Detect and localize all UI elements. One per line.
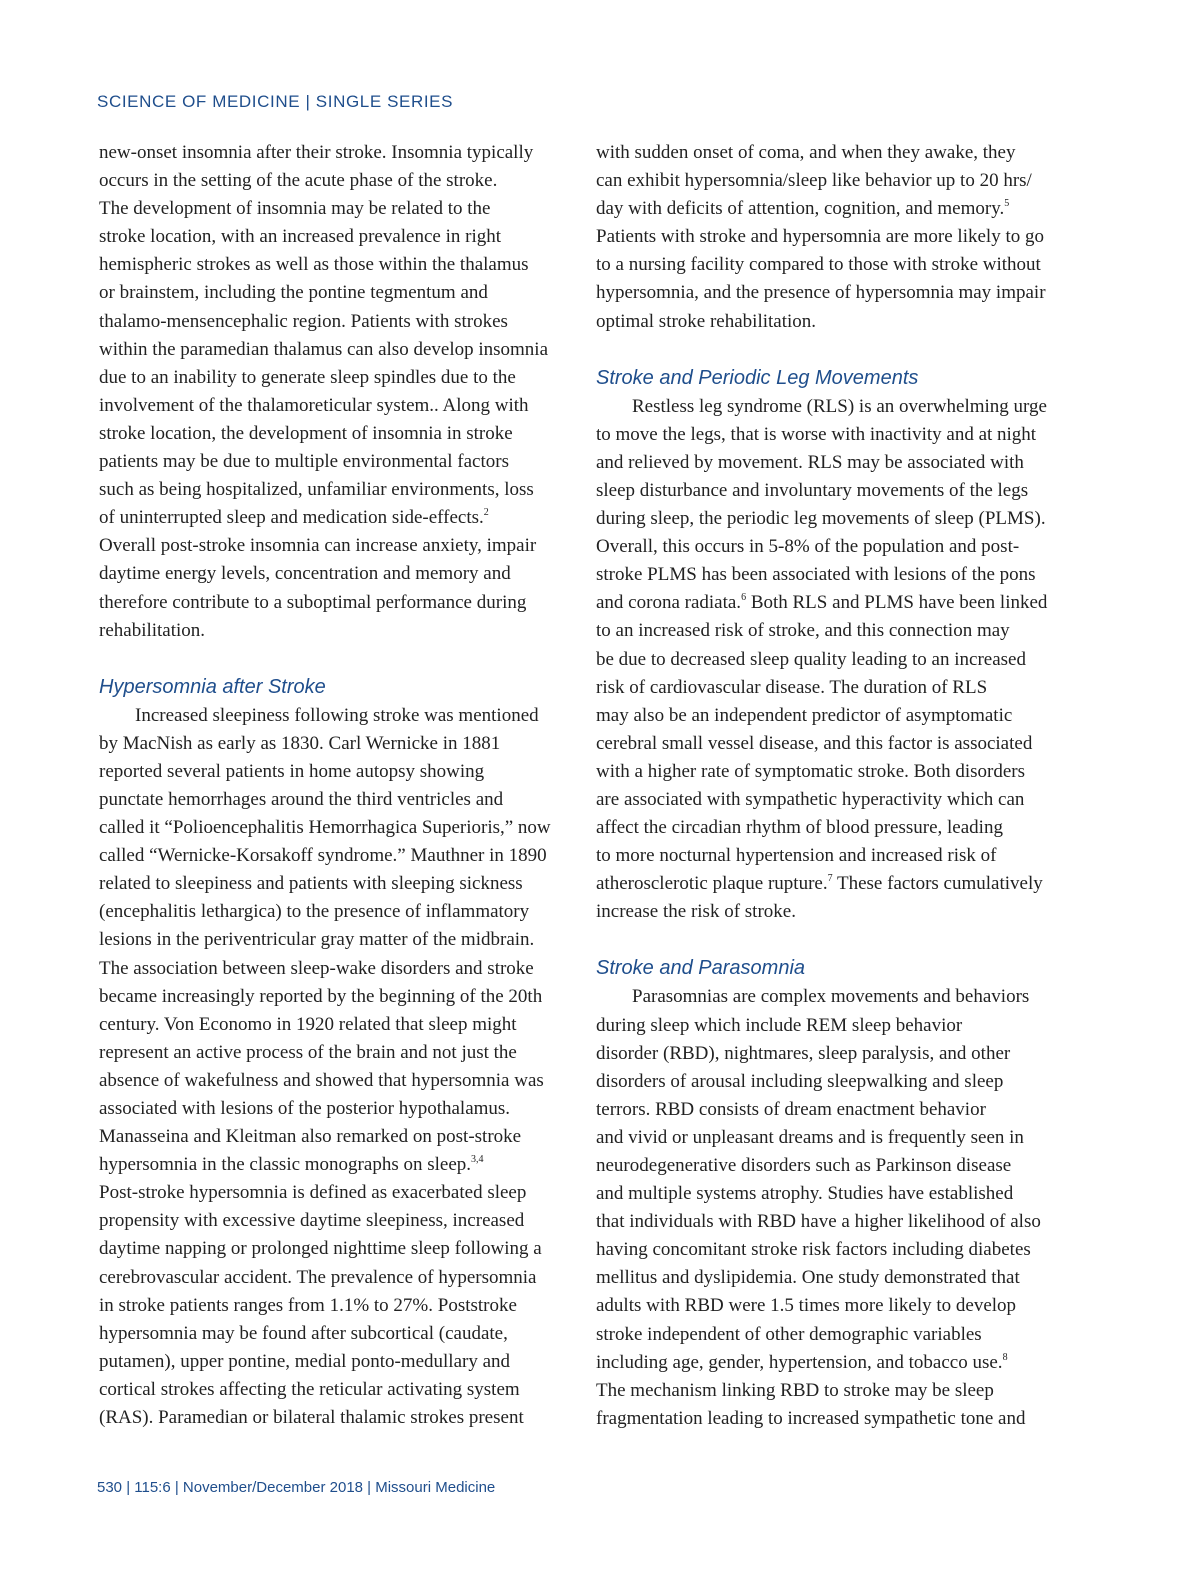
- text-line: propensity with excessive daytime sleepiness, increased: [99, 1210, 525, 1232]
- text-line: called it “Polioencephalitis Hemorrhagica Superioris,” now: [99, 817, 551, 839]
- text-line: affect the circadian rhythm of blood pressure, leading: [596, 817, 1003, 839]
- text-line-content: of uninterrupted sleep and medication side-effects.: [99, 507, 484, 529]
- text-line: or brainstem, including the pontine tegmentum and: [99, 282, 488, 304]
- section-heading-hypersomnia: Hypersomnia after Stroke: [99, 675, 326, 698]
- text-line: in stroke patients ranges from 1.1% to 27%. Poststroke: [99, 1294, 517, 1316]
- text-line: thalamo-mensencephalic region. Patients with strokes: [99, 310, 508, 332]
- text-line: such as being hospitalized, unfamiliar environments, loss: [99, 479, 534, 501]
- text-line: punctate hemorrhages around the third ventricles and: [99, 788, 504, 810]
- text-line: neurodegenerative disorders such as Parkinson disease: [596, 1155, 1012, 1176]
- text-line: (encephalitis lethargica) to the presence of inflammatory: [99, 901, 530, 923]
- text-line: can exhibit hypersomnia/sleep like behavior up to 20 hrs/: [596, 170, 1032, 192]
- text-line: cerebral small vessel disease, and this factor is associated: [596, 732, 1033, 754]
- text-line: [99, 504, 577, 532]
- text-line: putamen), upper pontine, medial ponto-medullary and: [99, 1350, 511, 1372]
- text-line: patients may be due to multiple environmental factors: [99, 451, 509, 473]
- text-line: century. Von Economo in 1920 related that sleep might: [99, 1013, 517, 1035]
- text-line: to move the legs, that is worse with inactivity and at night: [596, 423, 1037, 445]
- reference-superscript: 7: [827, 873, 833, 885]
- paragraph-hypersomnia-continued: [596, 139, 1074, 336]
- section-gap: [596, 336, 1074, 363]
- text-line: Restless leg syndrome (RLS) is an overwhelming urge: [632, 395, 1047, 417]
- text-line: adults with RBD were 1.5 times more likely to develop: [596, 1295, 1017, 1317]
- text-line: stroke location, with an increased prevalence in right: [99, 226, 502, 248]
- text-line: Manasseina and Kleitman also remarked on post-stroke: [99, 1126, 522, 1148]
- section-heading-parasomnia: Stroke and Parasomnia: [596, 957, 806, 980]
- reference-superscript: 5: [1004, 198, 1010, 210]
- reference-superscript: 2: [483, 507, 489, 519]
- text-line: fragmentation leading to increased sympathetic tone and: [596, 1407, 1026, 1429]
- text-line: lesions in the periventricular gray matter of the midbrain.: [99, 929, 535, 951]
- text-line: having concomitant stroke risk factors including diabetes: [596, 1239, 1031, 1261]
- text-line: mellitus and dyslipidemia. One study demonstrated that: [596, 1267, 1020, 1289]
- text-line: The mechanism linking RBD to stroke may be sleep: [596, 1379, 994, 1401]
- text-line: Overall, this occurs in 5-8% of the population and post-: [596, 536, 1020, 558]
- running-header: SCIENCE OF MEDICINE | SINGLE SERIES: [97, 92, 454, 111]
- text-line: and vivid or unpleasant dreams and is frequently seen in: [596, 1126, 1024, 1148]
- text-line: [596, 589, 1074, 617]
- text-line: represent an active process of the brain and not just the: [99, 1041, 517, 1063]
- text-line-content: Both RLS and PLMS have been linked: [746, 592, 1048, 614]
- text-line: that individuals with RBD have a higher likelihood of also: [596, 1211, 1041, 1233]
- text-line: hypersomnia, and the presence of hypersomnia may impair: [596, 282, 1046, 304]
- text-line: cerebrovascular accident. The prevalence of hypersomnia: [99, 1266, 537, 1288]
- text-line: [596, 195, 1074, 223]
- text-line: daytime napping or prolonged nighttime sleep following a: [99, 1238, 542, 1260]
- text-line: increase the risk of stroke.: [596, 901, 796, 923]
- text-line: new-onset insomnia after their stroke. Insomnia typically: [99, 142, 534, 163]
- text-line-content: and corona radiata.: [596, 592, 742, 614]
- text-line: sleep disturbance and involuntary movements of the legs: [596, 479, 1029, 501]
- section-gap: [99, 645, 577, 672]
- text-line: associated with lesions of the posterior hypothalamus.: [99, 1098, 511, 1119]
- text-line: within the paramedian thalamus can also develop insomnia: [99, 338, 549, 360]
- reference-superscript: 3,4: [471, 1154, 484, 1166]
- text-line: The development of insomnia may be related to the: [99, 198, 491, 220]
- text-line: stroke independent of other demographic variables: [596, 1323, 982, 1345]
- text-line: daytime energy levels, concentration and memory and: [99, 563, 511, 585]
- text-line: involvement of the thalamoreticular system.. Along with: [99, 394, 529, 416]
- section-gap: [596, 926, 1074, 953]
- text-line: The association between sleep-wake disorders and stroke: [99, 957, 534, 979]
- text-line: during sleep, the periodic leg movements of sleep (PLMS).: [596, 508, 1046, 530]
- text-line: Patients with stroke and hypersomnia are more likely to go: [596, 226, 1044, 248]
- text-line: related to sleepiness and patients with sleeping sickness: [99, 873, 523, 895]
- text-line-content: These factors cumulatively: [832, 873, 1043, 895]
- text-line: during sleep which include REM sleep behavior: [596, 1014, 963, 1036]
- text-line: by MacNish as early as 1830. Carl Wernicke in 1881: [99, 732, 501, 754]
- text-line: due to an inability to generate sleep spindles due to the: [99, 366, 516, 388]
- text-line: (RAS). Paramedian or bilateral thalamic strokes present: [99, 1407, 524, 1429]
- text-line: terrors. RBD consists of dream enactment behavior: [596, 1098, 986, 1120]
- text-line: cortical strokes affecting the reticular activating system: [99, 1378, 520, 1400]
- text-line: hemispheric strokes as well as those within the thalamus: [99, 254, 529, 276]
- text-line: with a higher rate of symptomatic stroke. Both disorders: [596, 760, 1025, 782]
- text-line: rehabilitation.: [99, 619, 206, 641]
- reference-superscript: 6: [741, 592, 747, 604]
- reference-superscript: 8: [1002, 1351, 1008, 1363]
- text-line: be due to decreased sleep quality leading to an increased: [596, 648, 1026, 670]
- text-line: may also be an independent predictor of asymptomatic: [596, 704, 1013, 726]
- text-line: therefore contribute to a suboptimal performance during: [99, 591, 527, 613]
- text-line: stroke PLMS has been associated with lesions of the pons: [596, 564, 1036, 586]
- text-line: are associated with sympathetic hyperactivity which can: [596, 788, 1025, 810]
- section-heading-periodic-leg-movements: Stroke and Periodic Leg Movements: [596, 366, 919, 389]
- text-line: Parasomnias are complex movements and behaviors: [632, 986, 1030, 1008]
- text-line: and relieved by movement. RLS may be associated with: [596, 451, 1024, 473]
- page-footer: 530 | 115:6 | November/December 2018 | Missouri Medicine: [97, 1479, 496, 1496]
- left-column: [99, 139, 577, 1432]
- paragraph-insomnia: [99, 139, 577, 645]
- text-line: became increasingly reported by the beginning of the 20th: [99, 985, 543, 1007]
- text-line: with sudden onset of coma, and when they awake, they: [596, 142, 1016, 163]
- text-line-content: including age, gender, hypertension, and tobacco use.: [596, 1351, 1003, 1373]
- text-line: reported several patients in home autopsy showing: [99, 760, 485, 782]
- text-line: risk of cardiovascular disease. The duration of RLS: [596, 676, 988, 698]
- text-line: to more nocturnal hypertension and increased risk of: [596, 845, 997, 867]
- text-line-content: atherosclerotic plaque rupture.: [596, 873, 828, 895]
- paragraph-periodic-leg-movements: [596, 393, 1074, 927]
- text-line: disorder (RBD), nightmares, sleep paralysis, and other: [596, 1042, 1011, 1064]
- text-line: to a nursing facility compared to those with stroke without: [596, 254, 1041, 276]
- right-column: [596, 139, 1074, 1433]
- text-line: Post-stroke hypersomnia is defined as exacerbated sleep: [99, 1182, 527, 1204]
- text-line: Overall post-stroke insomnia can increase anxiety, impair: [99, 535, 537, 557]
- text-line: and multiple systems atrophy. Studies have established: [596, 1183, 1014, 1205]
- text-line: optimal stroke rehabilitation.: [596, 310, 817, 332]
- text-line: [596, 1349, 1074, 1377]
- text-line: Increased sleepiness following stroke was mentioned: [135, 704, 539, 726]
- paragraph-parasomnia: [596, 983, 1074, 1433]
- text-line: disorders of arousal including sleepwalking and sleep: [596, 1070, 1004, 1092]
- text-line: occurs in the setting of the acute phase of the stroke.: [99, 170, 498, 192]
- text-line: absence of wakefulness and showed that hypersomnia was: [99, 1069, 544, 1091]
- text-line: hypersomnia may be found after subcortical (caudate,: [99, 1322, 508, 1344]
- text-line-content: hypersomnia in the classic monographs on sleep.: [99, 1154, 472, 1176]
- text-line: [99, 1151, 577, 1179]
- text-line: stroke location, the development of insomnia in stroke: [99, 422, 513, 444]
- paragraph-hypersomnia: [99, 702, 577, 1432]
- text-line: [596, 870, 1074, 898]
- text-line: called “Wernicke-Korsakoff syndrome.” Mauthner in 1890: [99, 845, 547, 867]
- text-line: to an increased risk of stroke, and this connection may: [596, 620, 1010, 642]
- text-line-content: day with deficits of attention, cognition, and memory.: [596, 198, 1005, 220]
